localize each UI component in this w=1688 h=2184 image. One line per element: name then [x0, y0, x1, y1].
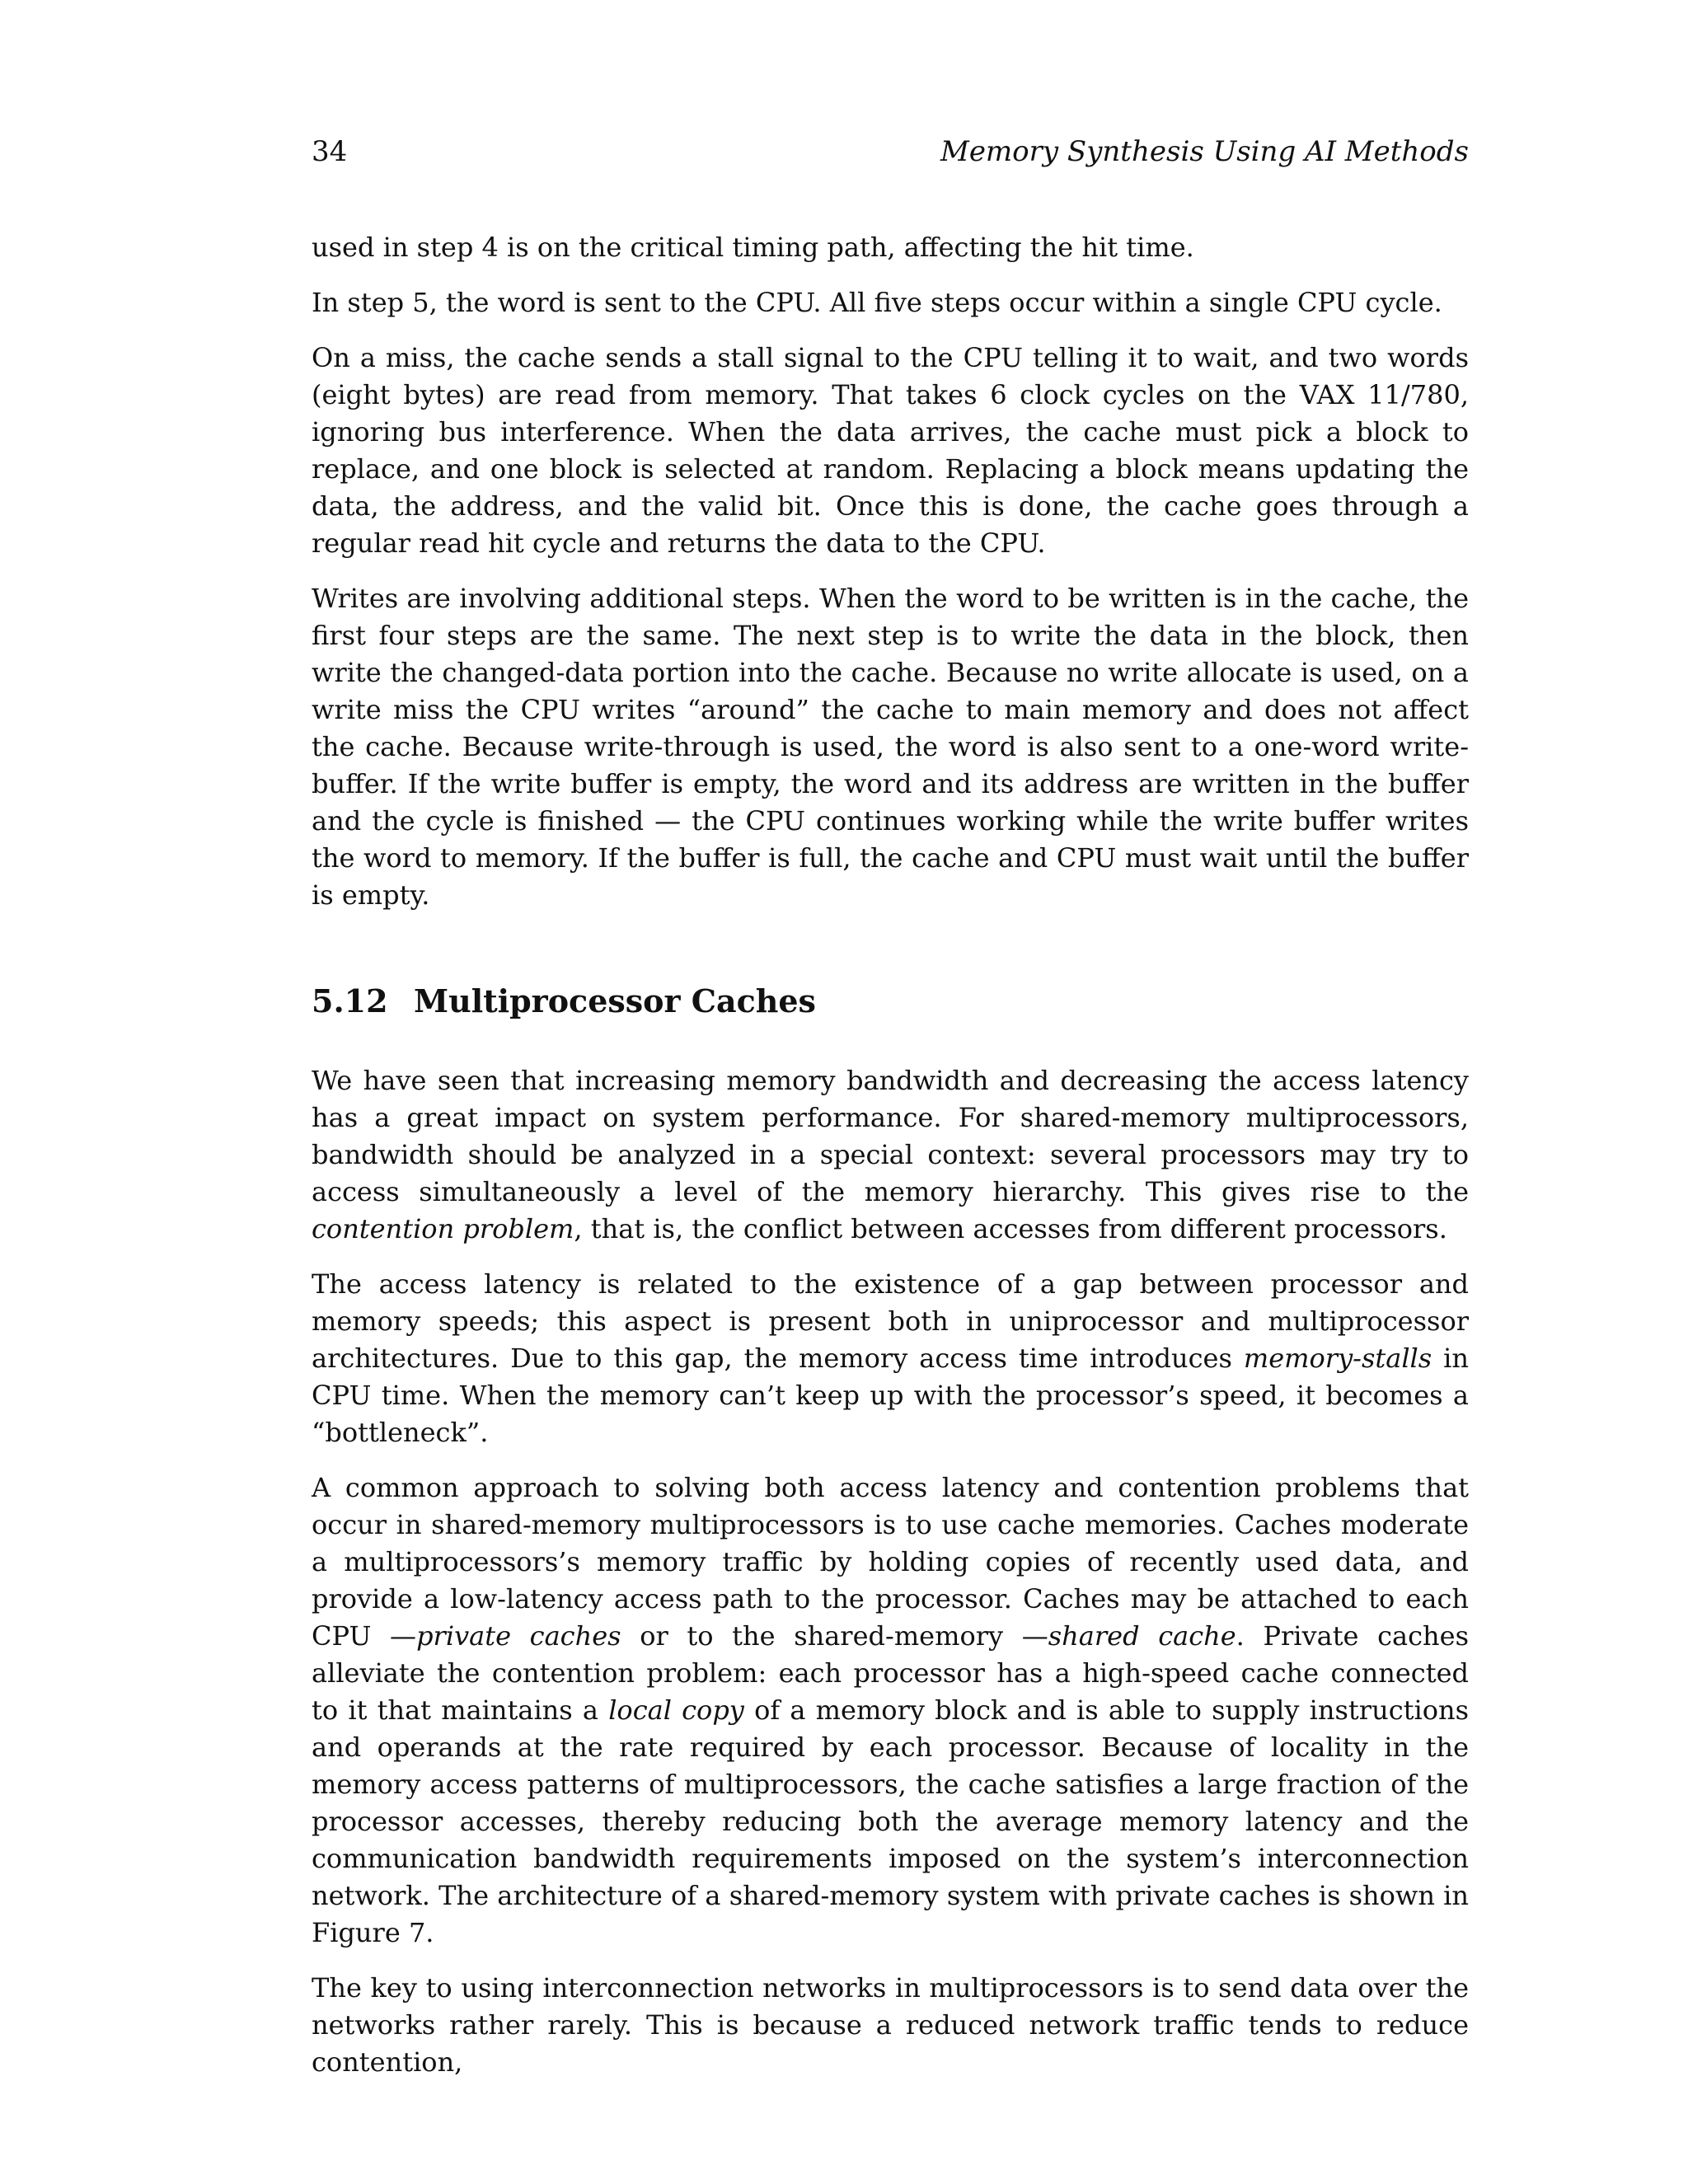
text-run: A common approach to solving both access latency and contention problems that occur in shared-memory multiprocessors is to use cache memories. Caches moderate a multiprocessors’s memory traffic by holding copies of recently used data, and provide a low-latency access path to the processor. Caches may be attached to each CPU — [312, 1472, 1469, 1652]
section-number: 5.12 [312, 982, 388, 1019]
emphasis-contention-problem: contention problem [312, 1213, 574, 1244]
body-text [312, 229, 1469, 2099]
text-run: , that is, the conflict between accesses from different processors. [574, 1213, 1447, 1244]
paragraph-access-latency [312, 1266, 1469, 1451]
paragraph-writes: Writes are involving additional steps. When the word to be written is in the cache, the first four steps are the same. The next step is to write the data in the block, then write the changed-data portion into the cache. Because no write allocate is used, on a write miss the CPU writes “around” the cache to main memory and does not affect the cache. Because write-through is used, the word is also sent to a one-word write-buffer. If the write buffer is empty, the word and its address are written in the buffer and the cycle is finished — the CPU continues working while the write buffer writes the word to memory. If the buffer is full, the cache and CPU must wait until the buffer is empty. [312, 583, 1469, 911]
section-title: Multiprocessor Caches [414, 982, 816, 1019]
text-run: . Private caches alleviate the contention problem: each processor has a high-speed cache connected to it that maintains a [312, 1620, 1470, 1726]
paragraph-step5: In step 5, the word is sent to the CPU. All five steps occur within a single CPU cycle. [312, 287, 1442, 318]
text-run: of a memory block and is able to supply instructions and operands at the rate required by each processor. Because of locality in the memory access patterns of multiprocessors, the cache satisfies a large fraction of the processor accesses, thereby reducing both the average memory latency and the communication bandwidth requirements imposed on the system’s interconnection network. The architecture of a shared-memory system with private caches is shown in Figure 7. [312, 1694, 1469, 1948]
text-run: in CPU time. When the memory can’t keep up with the processor’s speed, it becomes a “bottleneck”. [312, 1343, 1470, 1448]
paragraph-step4-continuation: used in step 4 is on the critical timing path, affecting the hit time. [312, 232, 1194, 263]
text-run: or to the shared-memory — [621, 1620, 1048, 1652]
paragraph-interconnection: The key to using interconnection networks in multiprocessors is to send data over the networks rather rarely. This is because a reduced network traffic tends to reduce contention, [312, 1972, 1469, 2078]
section-heading [312, 980, 1469, 1023]
text-run: The access latency is related to the existence of a gap between processor and memory speeds; this aspect is present both in uniprocessor and multiprocessor architectures. Due to this gap, the memory access time introduces [312, 1268, 1469, 1374]
emphasis-shared-cache: shared cache [1048, 1620, 1236, 1652]
emphasis-local-copy: local copy [608, 1694, 744, 1726]
page-number: 34 [312, 135, 348, 168]
running-title: Memory Synthesis Using AI Methods [940, 135, 1469, 168]
running-head [312, 132, 1469, 171]
emphasis-memory-stalls: memory-stalls [1243, 1343, 1432, 1374]
paragraph-cache-approach [312, 1469, 1469, 1952]
text-run: We have seen that increasing memory bandwidth and decreasing the access latency has a great impact on system performance. For shared-memory multiprocessors, bandwidth should be analyzed in a special context: several processors may try to access simultaneously a level of the memory hierarchy. This gives rise to the [312, 1065, 1469, 1207]
emphasis-private-caches: private caches [416, 1620, 621, 1652]
paragraph-read-miss: On a miss, the cache sends a stall signal to the CPU telling it to wait, and two words (eight bytes) are read from memory. That takes 6 clock cycles on the VAX 11/780, ignoring bus interference. When the data arrives, the cache must pick a block to replace, and one block is selected at random. Replacing a block means updating the data, the address, and the valid bit. Once this is done, the cache goes through a regular read hit cycle and returns the data to the CPU. [312, 342, 1469, 559]
paragraph-bandwidth [312, 1062, 1469, 1248]
